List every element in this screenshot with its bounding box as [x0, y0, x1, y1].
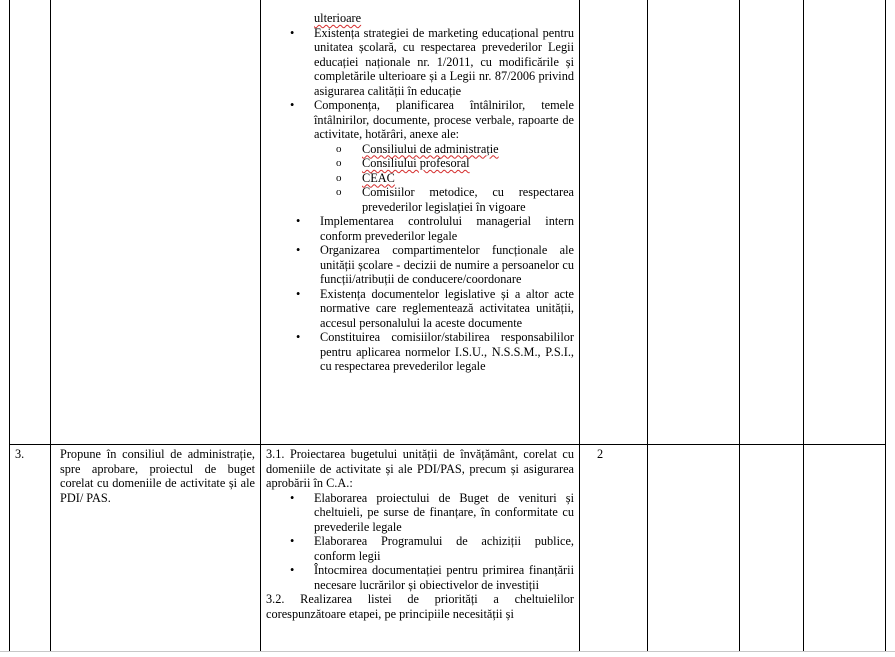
page-bottom-rule: [0, 651, 895, 652]
list-item: • Existența strategiei de marketing educațional pentru unitatea școlară, cu respectarea prevederilor Legii educației naționale nr. 1/2011, cu modificările și completările ulterioare și a Legii nr. 87/2006 privind asigurarea calității în educație: [314, 26, 574, 99]
row-3-description: Propune în consiliul de administrație, spre aprobare, proiectul de buget corelat cu domeniile de activitate și ale PDI/ PAS.: [60, 447, 255, 505]
criteria-list-2: [266, 214, 574, 374]
row-divider: [9, 444, 886, 445]
sub-list-item: o CEAC: [362, 171, 574, 186]
section-3-2: 3.2. Realizarea listei de priorități a cheltuielilor corespunzătoare etapei, pe principiile necesității și: [266, 592, 574, 621]
criteria-list: [266, 26, 574, 142]
list-item: • Întocmirea documentației pentru primirea finanțării necesare lucrărilor și obiectivelor de investiții: [314, 563, 574, 592]
list-item: • Organizarea compartimentelor funcționale ale unității școlare - decizii de numire a persoanelor cu funcții/atribuții de conducere/coordonare: [320, 243, 574, 287]
row-3-criteria-cell: [266, 447, 574, 621]
sub-list-item: o Consiliului de administrație: [362, 142, 574, 157]
column-divider-2: [260, 0, 261, 651]
sub-list-item: o Comisiilor metodice, cu respectarea prevederilor legislației în vigoare: [362, 185, 574, 214]
list-item: • Componența, planificarea întâlnirilor, temele întâlnirilor, documente, procese verbale, rapoarte de activitate, hotărâri, anexe ale:: [314, 98, 574, 142]
row-3-score: 2: [597, 447, 604, 461]
section-3-1: 3.1. Proiectarea bugetului unității de învățământ, corelat cu domeniile de activitate și ale PDI/PAS, precum și asigurarea aprobării în C.A.:: [266, 447, 574, 490]
column-divider-5: [739, 0, 740, 651]
column-divider-6: [803, 0, 804, 651]
row-3-list: [266, 491, 574, 593]
sub-list-item: o Consiliului profesoral: [362, 156, 574, 171]
table-border-right: [885, 0, 886, 651]
table-border-left: [9, 0, 10, 651]
list-item: • Implementarea controlului managerial intern conform prevederilor legale: [320, 214, 574, 243]
continued-text: ulterioare: [314, 11, 362, 25]
column-divider-3: [579, 0, 580, 651]
continued-criteria-cell: [266, 11, 574, 374]
column-divider-1: [50, 0, 51, 651]
row-3-number: 3.: [15, 447, 25, 461]
column-divider-4: [647, 0, 648, 651]
list-item: • Elaborarea proiectului de Buget de venituri și cheltuieli, pe surse de finanțare, în conformitate cu prevederile legale: [314, 491, 574, 535]
list-item: • Elaborarea Programului de achiziții publice, conform legii: [314, 534, 574, 563]
list-item: • Existența documentelor legislative și a altor acte normative care reglementează activitatea unității, accesul personalului la aceste documente: [320, 287, 574, 331]
list-item: • Constituirea comisiilor/stabilirea responsabililor pentru aplicarea normelor I.S.U., N.S.S.M., P.S.I., cu respectarea prevederilor legale: [320, 330, 574, 374]
sub-list: [266, 142, 574, 215]
